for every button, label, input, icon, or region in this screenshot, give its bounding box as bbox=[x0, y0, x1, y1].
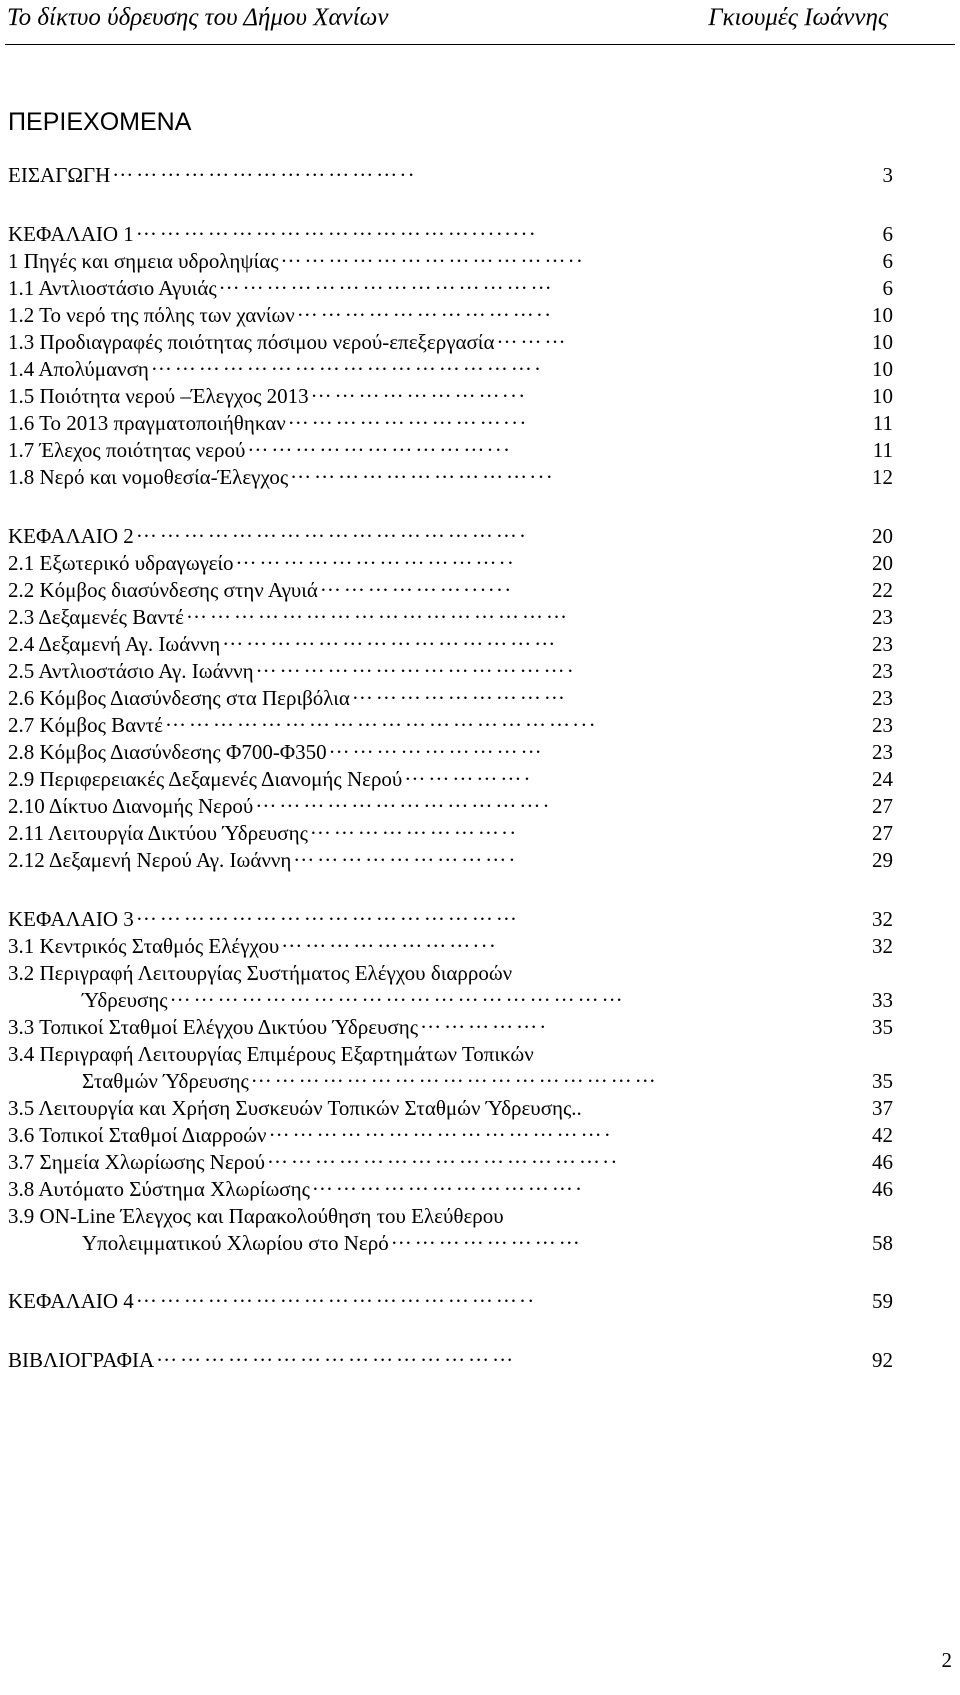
toc-entry-page: 6 bbox=[882, 222, 893, 246]
toc-entry bbox=[82, 1063, 900, 1096]
toc-entry-title: 2.6 Κόμβος Διασύνδεσης στα Περιβόλια bbox=[8, 686, 350, 710]
toc-entry bbox=[8, 1342, 900, 1375]
toc-entry-title: 3.4 Περιγραφή Λειτουργίας Επιμέρους Εξαρτημάτων Τοπικών bbox=[8, 1042, 534, 1066]
toc-entry-page: 20 bbox=[872, 551, 893, 575]
toc-entry-leader: …………………………………… bbox=[222, 626, 559, 650]
toc-entry-leader: ………………………………………… bbox=[135, 901, 520, 925]
toc-entry-leader: ………………………... bbox=[287, 405, 529, 429]
toc-entry-page: 35 bbox=[872, 1015, 893, 1039]
toc-entry-title: 2.7 Κόμβος Βαντέ bbox=[8, 713, 163, 737]
toc-entry-title: 3.2 Περιγραφή Λειτουργίας Συστήματος Ελέγχου διαρροών bbox=[8, 961, 513, 985]
toc-entry-title: 1.1 Αντλιοστάσιο Αγυιάς bbox=[8, 276, 217, 300]
toc-entry-leader: ………………………. bbox=[293, 842, 518, 866]
toc-entry-page: 23 bbox=[872, 659, 893, 683]
toc-entry-page: 29 bbox=[872, 848, 893, 872]
toc-entry-leader: ……………………... bbox=[281, 928, 499, 952]
toc-entry-page: 20 bbox=[872, 524, 893, 548]
toc-entry-page: 35 bbox=[872, 1069, 893, 1093]
toc-entry-title: 1.2 Το νερό της πόλης των χανίων bbox=[8, 303, 295, 327]
toc-entry-page: 23 bbox=[872, 605, 893, 629]
toc-entry-leader: ………………………………………….. bbox=[135, 1283, 537, 1307]
toc-entry-leader: ………………………………. bbox=[255, 788, 552, 812]
toc-entry-page: 10 bbox=[872, 357, 893, 381]
toc-entry-page: 12 bbox=[872, 465, 893, 489]
toc-entry-page: 42 bbox=[872, 1123, 893, 1147]
page-title: ΠΕΡΙΕΧΟΜΕΝΑ bbox=[8, 108, 192, 136]
toc-entry-page: 10 bbox=[872, 330, 893, 354]
toc-entry-title: 1.4 Απολύμανση bbox=[8, 357, 149, 381]
toc-entry-page: 6 bbox=[882, 276, 893, 300]
toc-entry-title: Σταθμών Ύδρευσης bbox=[82, 1069, 249, 1093]
toc-entry-title: 3.1 Κεντρικός Σταθμός Ελέγχου bbox=[8, 934, 280, 958]
toc-entry-title: ΚΕΦΑΛΑΙΟ 1 bbox=[8, 222, 134, 246]
toc-entry bbox=[8, 459, 900, 492]
toc-entry-title: 1.6 Το 2013 πραγματοποιήθηκαν bbox=[8, 411, 286, 435]
toc-entry-leader: ……………………………….. bbox=[280, 243, 586, 267]
toc-entry-title: 2.8 Κόμβος Διασύνδεσης Φ700-Φ350 bbox=[8, 740, 327, 764]
toc-entry-leader: …………………………….. bbox=[235, 545, 517, 569]
toc-entry-title: 2.3 Δεξαμενές Βαντέ bbox=[8, 605, 184, 629]
toc-entry-leader: ………………………………………… bbox=[185, 599, 570, 623]
toc-entry-leader: …………………………………………. bbox=[135, 518, 529, 542]
toc-entry-leader: ………………...... bbox=[319, 572, 514, 596]
toc-entry bbox=[8, 842, 900, 875]
toc-entry-leader: ……………………… bbox=[328, 734, 545, 758]
toc-entry-leader: ……………………… bbox=[351, 680, 568, 704]
header-rule bbox=[5, 44, 955, 45]
toc-entry-page: 10 bbox=[872, 384, 893, 408]
toc-entry-title: 3.8 Αυτόματο Σύστημα Χλωρίωσης bbox=[8, 1177, 310, 1201]
toc-entry-title: 1.5 Ποιότητα νερού –Έλεγχος 2013 bbox=[8, 384, 309, 408]
toc-entry-leader: …………………………………. bbox=[255, 653, 576, 677]
toc-entry bbox=[8, 1009, 900, 1042]
toc-entry-page: 32 bbox=[872, 907, 893, 931]
toc-entry-title: 2.5 Αντλιοστάσιο Αγ. Ιωάννη bbox=[8, 659, 254, 683]
toc-entry-title: 2.12 Δεξαμενή Νερού Αγ. Ιωάννη bbox=[8, 848, 292, 872]
toc-entry-title: 2.10 Δίκτυο Διανομής Νερού bbox=[8, 794, 254, 818]
toc-entry-title: 2.2 Κόμβος διασύνδεσης στην Αγυιά bbox=[8, 578, 318, 602]
toc-entry-title: 2.4 Δεξαμενή Αγ. Ιωάννη bbox=[8, 632, 221, 656]
toc-entry-title: 3.9 ON-Line Έλεγχος και Παρακολούθηση του Ελεύθερου bbox=[8, 1204, 504, 1228]
toc-entry-leader: ……………………………. bbox=[311, 1171, 585, 1195]
page-header bbox=[0, 0, 960, 48]
toc-entry-leader: ……………. bbox=[420, 1009, 549, 1033]
toc-entry-leader: …………………………………………. bbox=[150, 351, 544, 375]
toc-entry-leader: ……… bbox=[496, 324, 569, 348]
toc-entry-page: 22 bbox=[872, 578, 893, 602]
toc-entry-page: 23 bbox=[872, 740, 893, 764]
toc-entry-page: 11 bbox=[872, 438, 893, 462]
toc-entry-leader: …………………………... bbox=[247, 432, 513, 456]
toc-entry-leader: …………………….. bbox=[309, 815, 519, 839]
toc-entry-title: ΚΕΦΑΛΑΙΟ 2 bbox=[8, 524, 134, 548]
toc-entry bbox=[8, 1171, 900, 1204]
toc-entry-title: 3.5 Λειτουργία και Χρήση Συσκευών Τοπικών Σταθμών Ύδρευσης.. bbox=[8, 1096, 582, 1120]
toc-entry-title: 3.3 Τοπικοί Σταθμοί Ελέγχου Δικτύου Ύδρευσης bbox=[8, 1015, 419, 1039]
toc-entry-leader: ………………………………………………… bbox=[169, 982, 626, 1006]
toc-entry-page: 59 bbox=[872, 1289, 893, 1313]
toc-entry bbox=[8, 928, 900, 961]
toc-entry-page: 33 bbox=[872, 988, 893, 1012]
toc-entry-page: 11 bbox=[872, 411, 893, 435]
toc-entry-title: Υπολειμματικού Χλωρίου στο Νερό bbox=[82, 1231, 389, 1255]
toc-entry-leader: ……………. bbox=[404, 761, 533, 785]
toc-entry-title: 3.6 Τοπικοί Σταθμοί Διαρροών bbox=[8, 1123, 267, 1147]
toc-entry-page: 27 bbox=[872, 821, 893, 845]
toc-entry-title: 2.1 Εξωτερικό υδραγωγείο bbox=[8, 551, 234, 575]
toc-entry-page: 3 bbox=[882, 163, 893, 187]
header-author: Γκιουμές Ιωάννης bbox=[708, 4, 888, 31]
toc-entry-leader: ……………………………………. bbox=[268, 1117, 613, 1141]
toc-entry-leader: ………………………….. bbox=[296, 297, 554, 321]
toc-entry-leader: …………………………………… bbox=[218, 270, 555, 294]
toc-entry bbox=[82, 1225, 900, 1258]
toc-entry bbox=[8, 157, 900, 190]
toc-entry-page: 37 bbox=[872, 1096, 893, 1120]
toc-entry-page: 23 bbox=[872, 713, 893, 737]
toc-entry-leader: ……………………………………………... bbox=[164, 707, 598, 731]
toc-entry-leader: ……………………………………… bbox=[156, 1342, 517, 1366]
toc-entry-leader: ……………………………………........ bbox=[135, 216, 538, 240]
header-title: Το δίκτυο ύδρευσης του Δήμου Χανίων bbox=[7, 4, 389, 31]
toc-entry-page: 6 bbox=[882, 249, 893, 273]
toc-entry-title: 2.9 Περιφερειακές Δεξαμενές Διανομής Νερού bbox=[8, 767, 403, 791]
toc-entry-title: ΕΙΣΑΓΩΓΗ bbox=[8, 163, 111, 187]
toc-entry-title: 3.7 Σημεία Χλωρίωσης Νερού bbox=[8, 1150, 266, 1174]
toc-entry-title: Ύδρευσης bbox=[82, 988, 168, 1012]
toc-entry-leader: ……………………... bbox=[310, 378, 528, 402]
toc-entry-page: 32 bbox=[872, 934, 893, 958]
toc-entry-title: 1.3 Προδιαγραφές ποιότητας πόσιμου νερού-επεξεργασία bbox=[8, 330, 495, 354]
toc-entry-leader: …………………………... bbox=[290, 459, 555, 483]
toc-entry-page: 92 bbox=[872, 1348, 893, 1372]
toc-entry-leader: …………………… bbox=[390, 1225, 583, 1249]
toc-entry-title: ΚΕΦΑΛΑΙΟ 4 bbox=[8, 1289, 134, 1313]
toc-entry bbox=[8, 1283, 900, 1316]
toc-entry-page: 58 bbox=[872, 1231, 893, 1255]
toc-entry-page: 10 bbox=[872, 303, 893, 327]
toc-entry-title: ΒΙΒΛΙΟΓΡΑΦΙΑ bbox=[8, 1348, 155, 1372]
toc-entry-page: 46 bbox=[872, 1150, 893, 1174]
toc-entry-title: 2.11 Λειτουργία Δικτύου Ύδρευσης bbox=[8, 821, 308, 845]
toc-entry-page: 27 bbox=[872, 794, 893, 818]
page-number: 2 bbox=[941, 1648, 952, 1672]
toc-entry-title: 1.7 Έλεχος ποιότητας νερού bbox=[8, 438, 246, 462]
toc-entry-page: 23 bbox=[872, 686, 893, 710]
toc-entry-page: 24 bbox=[872, 767, 893, 791]
toc-entry-page: 23 bbox=[872, 632, 893, 656]
toc-entry-page: 46 bbox=[872, 1177, 893, 1201]
toc-entry-title: 1 Πηγές και σημεια υδροληψίας bbox=[8, 249, 279, 273]
toc-entry-title: 1.8 Νερό και νομοθεσία-Έλεγχος bbox=[8, 465, 289, 489]
toc-entry-leader: …………………………………….. bbox=[267, 1144, 620, 1168]
toc-entry-leader: ……………………………….. bbox=[112, 157, 417, 181]
toc-entry-title: ΚΕΦΑΛΑΙΟ 3 bbox=[8, 907, 134, 931]
toc-entry-leader: …………………………………………… bbox=[250, 1063, 659, 1087]
